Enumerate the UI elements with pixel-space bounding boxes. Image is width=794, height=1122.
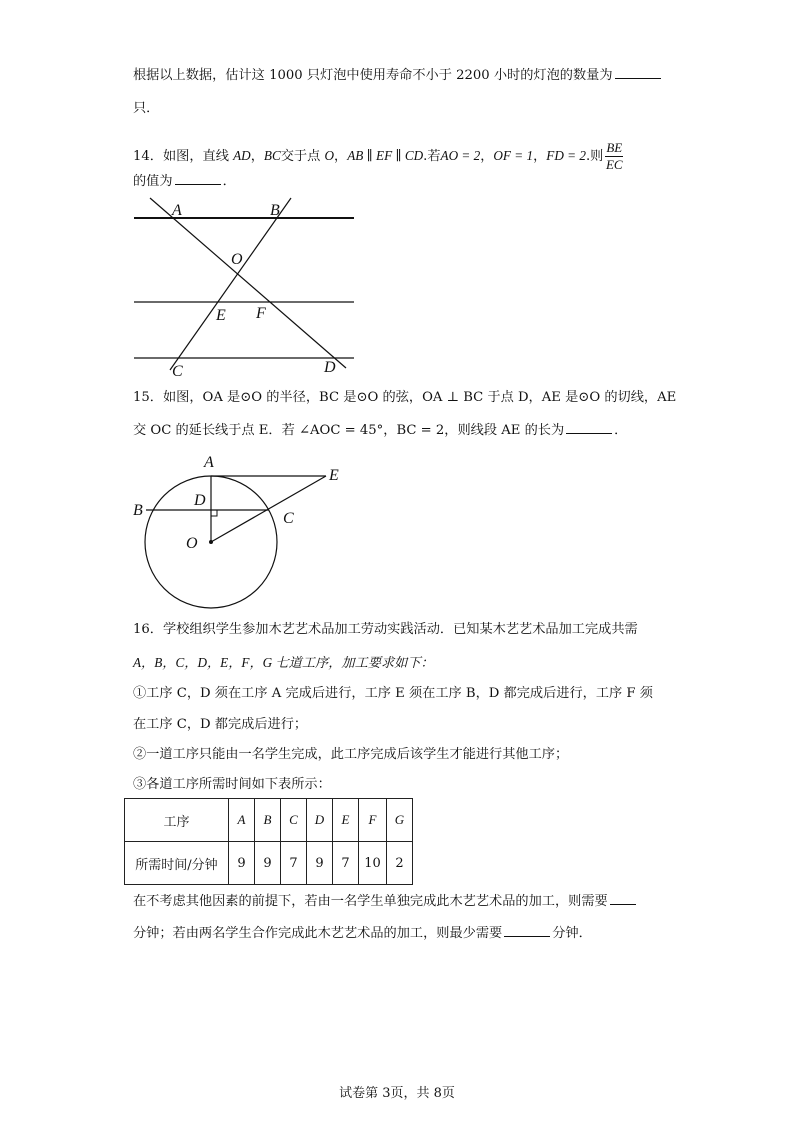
table-header-step: 工序 <box>125 799 229 842</box>
label-o: O <box>186 535 198 552</box>
step-cell: G <box>387 799 413 842</box>
line-oe <box>211 476 326 542</box>
q13-answer-blank[interactable] <box>615 66 661 79</box>
q16-answer-blank-2[interactable] <box>504 924 550 937</box>
q13-text: 根据以上数据，估计这 1000 只灯泡中使用寿命不小于 2200 小时的灯泡的数量为 <box>133 68 613 83</box>
step-cell: D <box>307 799 333 842</box>
q16-line2: A，B，C，D，E，F，G 七道工序，加工要求如下： <box>133 655 434 670</box>
label-b: B <box>270 202 280 219</box>
q14-fraction <box>605 140 623 173</box>
page-footer: 试卷第 3页，共 8页 <box>339 1086 455 1101</box>
q14-text-d: .若 <box>423 149 441 164</box>
time-cell: 9 <box>255 842 281 885</box>
q14-cond1: AO = 2 <box>440 148 481 163</box>
label-d: D <box>194 492 206 509</box>
q14-figure <box>128 196 363 380</box>
label-c: C <box>172 363 183 380</box>
label-f: F <box>256 305 266 322</box>
q14-cond3: FD = 2 <box>546 148 586 163</box>
q13-line2: 只． <box>133 101 160 116</box>
q16-line7 <box>133 892 638 911</box>
q16-line5: ②一道工序只能由一名学生完成，此工序完成后该学生才能进行其他工序； <box>133 747 569 762</box>
q14-line2 <box>133 172 236 191</box>
q16-text-end: 分钟． <box>552 926 592 941</box>
q14-line1: 14．如图，直线 AD，BC交于点 O，AB ∥ EF ∥ CD.若AO = 2，OF = 1，FD = 2.则 $\frac{BE}{EC}$ <box>133 140 623 172</box>
q15-line2 <box>133 421 627 440</box>
step-cell: E <box>333 799 359 842</box>
q14-parallel: AB ∥ EF ∥ CD <box>347 148 424 163</box>
q15-line1: 15．如图，OA 是⊙O 的半径，BC 是⊙O 的弦，OA ⊥ BC 于点 D，AE 是⊙O 的切线，AE <box>133 390 677 405</box>
q14-text-b: 交于点 <box>280 149 321 164</box>
label-a: A <box>204 454 214 471</box>
time-cell: 2 <box>387 842 413 885</box>
time-cell: 9 <box>229 842 255 885</box>
right-angle-mark <box>211 510 217 516</box>
line-ad <box>150 198 346 368</box>
label-c: C <box>283 510 294 527</box>
q16-line3: ①工序 C，D 须在工序 A 完成后进行，工序 E 须在工序 B，D 都完成后进行，工序 F 须 <box>133 686 653 701</box>
label-d: D <box>324 359 336 376</box>
table-row <box>125 842 413 885</box>
table-row <box>125 799 413 842</box>
step-cell: F <box>359 799 387 842</box>
step-cell: C <box>281 799 307 842</box>
label-e: E <box>329 467 339 484</box>
q15-text: 交 OC 的延长线于点 E．若 ∠AOC = 45°，BC = 2，则线段 AE 的长为 <box>133 423 565 438</box>
label-o: O <box>231 251 243 268</box>
q16-line4: 在工序 C，D 都完成后进行； <box>133 717 308 732</box>
q14-answer-blank[interactable] <box>175 172 221 185</box>
q15-answer-blank[interactable] <box>566 421 612 434</box>
q14-frac-num: BE <box>606 140 623 155</box>
q14-text-e: .则 <box>585 149 604 164</box>
step-cell: B <box>255 799 281 842</box>
step-cell: A <box>229 799 255 842</box>
line-bc <box>170 198 291 370</box>
q15-period: ． <box>614 423 628 438</box>
q15-figure <box>128 448 353 613</box>
q14-frac-den: EC <box>605 157 623 172</box>
time-cell: 9 <box>307 842 333 885</box>
time-cell: 10 <box>359 842 387 885</box>
center-dot <box>209 540 213 544</box>
q14-cond2: OF = 1 <box>493 148 534 163</box>
table-header-time: 所需时间/分钟 <box>125 842 229 885</box>
q14-point-o: O <box>324 148 335 163</box>
label-a: A <box>172 202 182 219</box>
q16-line8 <box>133 924 592 943</box>
process-time-table <box>124 798 413 885</box>
q14-text-a: 如图，直线 <box>162 149 229 164</box>
q14-number: 14． <box>133 149 163 164</box>
q16-line6: ③各道工序所需时间如下表所示： <box>133 777 331 792</box>
q14-period: ． <box>222 174 236 189</box>
q16-line1: 16．学校组织学生参加木艺艺术品加工劳动实践活动．已知某木艺艺术品加工完成共需 <box>133 622 638 637</box>
q14-text-value: 的值为 <box>133 174 173 189</box>
q16-text-pair: 分钟；若由两名学生合作完成此木艺艺术品的加工，则最少需要 <box>133 926 503 941</box>
q16-text-single: 在不考虑其他因素的前提下，若由一名学生单独完成此木艺艺术品的加工，则需要 <box>133 894 608 909</box>
time-cell: 7 <box>333 842 359 885</box>
time-cell: 7 <box>281 842 307 885</box>
q13-line1 <box>133 66 663 85</box>
label-b: B <box>133 502 143 519</box>
q14-line-bc: BC <box>263 148 281 163</box>
label-e: E <box>216 307 226 324</box>
q16-answer-blank-1[interactable] <box>610 892 636 905</box>
q14-line-ad: AD <box>233 148 251 163</box>
